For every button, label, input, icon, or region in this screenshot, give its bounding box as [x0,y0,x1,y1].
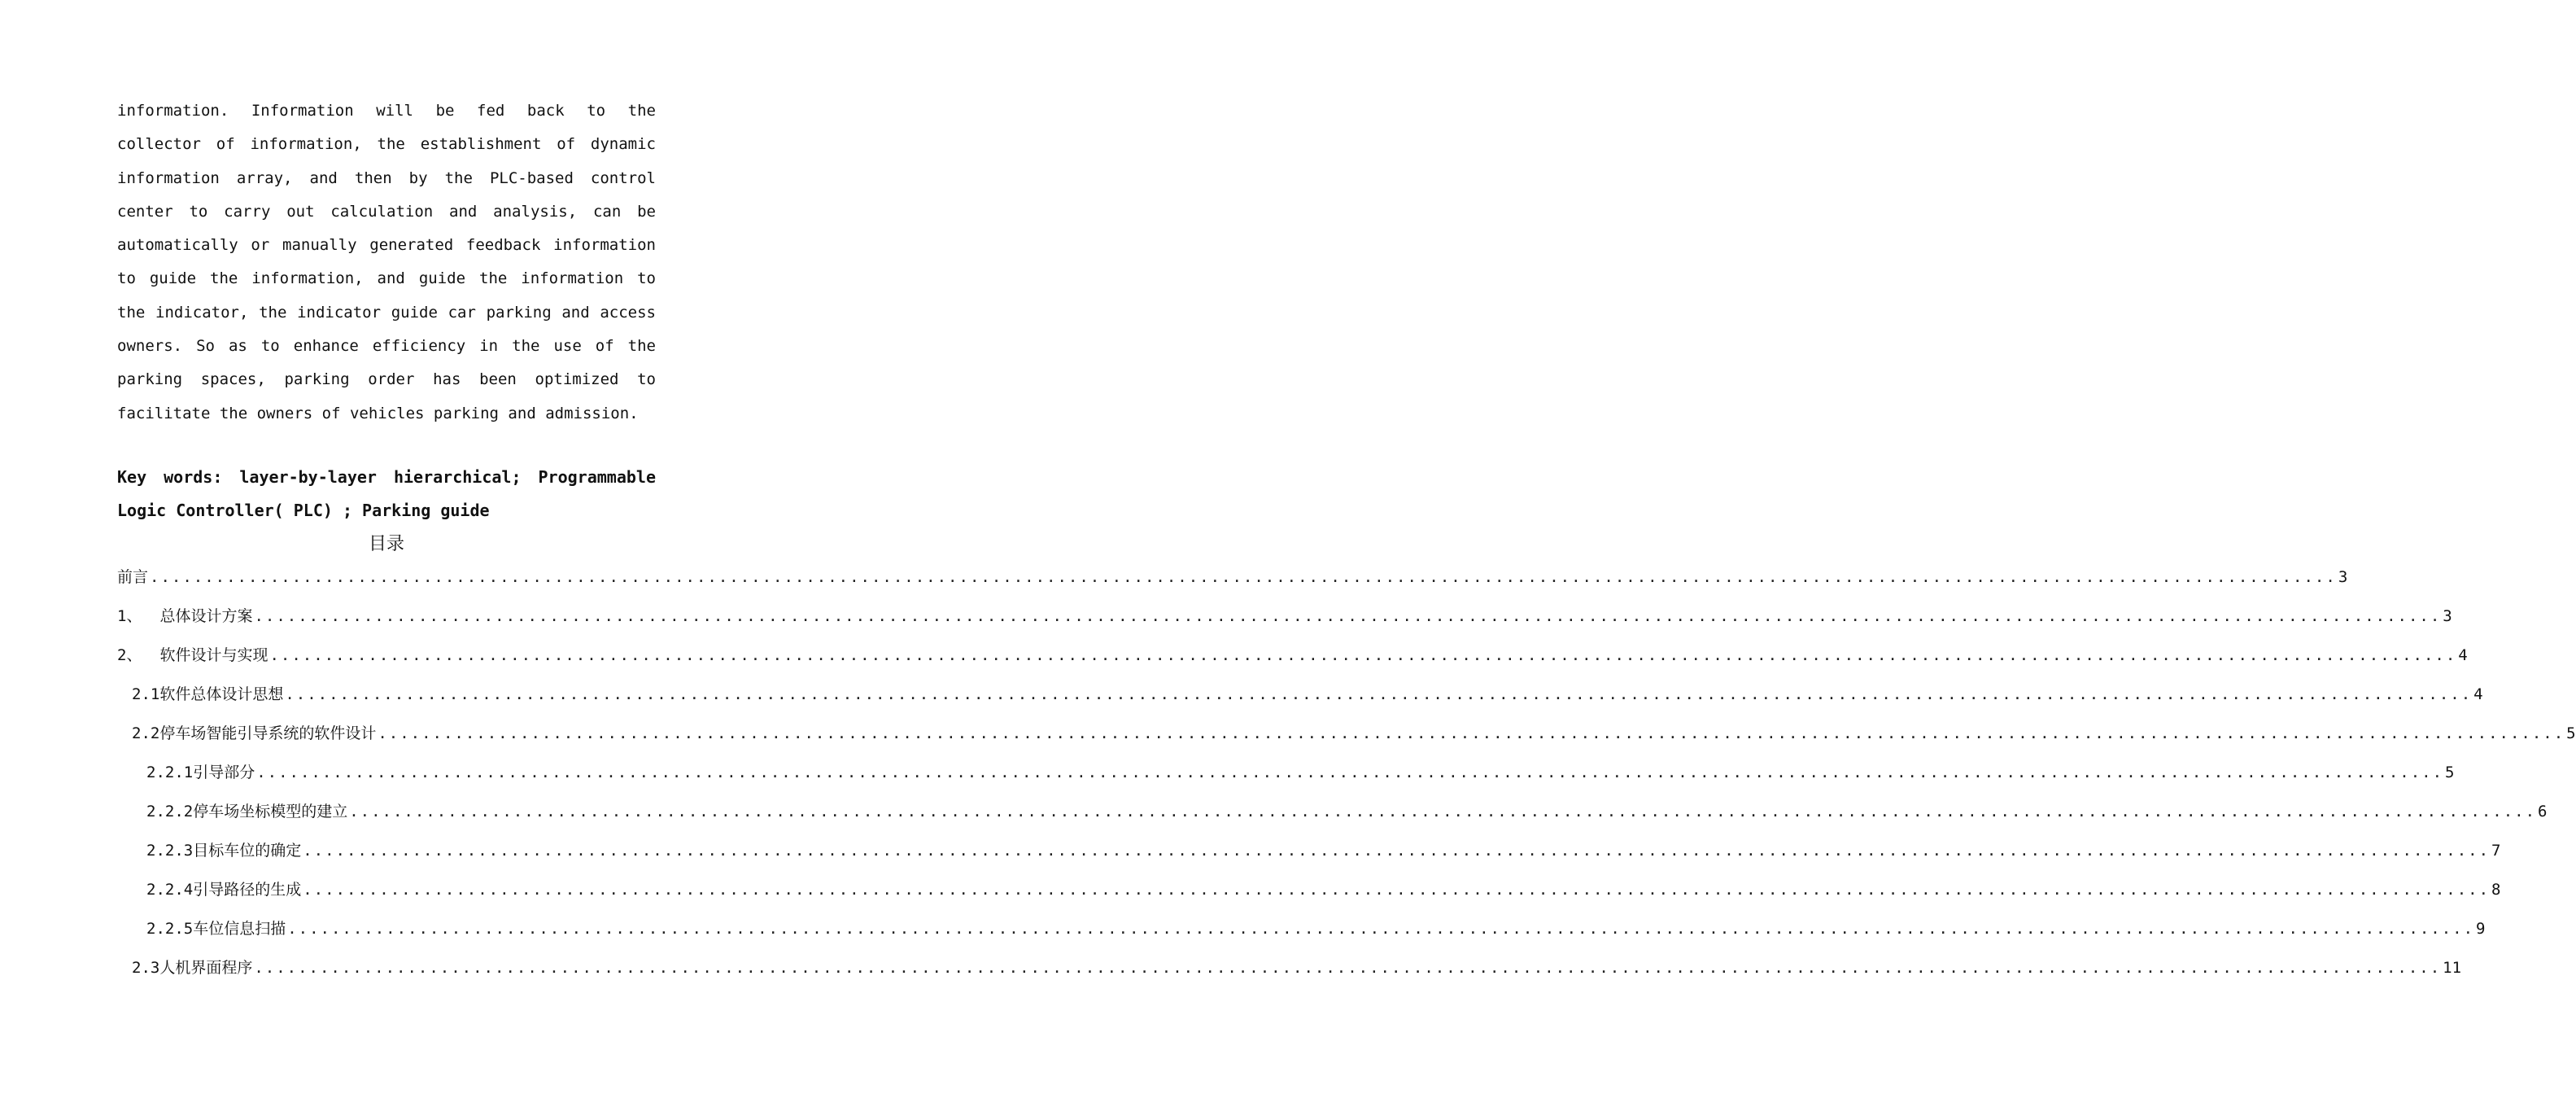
toc-title: 目录 [368,534,404,554]
abstract-line: the indicator, the indicator guide car parking and access [117,303,656,322]
toc-entry-page: 8 [2491,881,2501,899]
toc-leader-dots: ........................................................................................................................................................................................................ [349,803,2537,820]
toc-entry[interactable] [132,952,2462,984]
toc-entry[interactable] [146,756,2455,789]
toc-leader-dots: ........................................................................................................................................................................................................ [254,607,2442,625]
abstract-line: parking spaces, parking order has been optimized to [117,370,656,389]
toc-entry-title: 引导部分 [193,764,255,781]
toc-entry-page: 6 [2538,803,2548,820]
toc-entry[interactable] [117,600,2452,632]
toc-entry-number: 2.2.3 [146,842,194,860]
abstract-line: information. Information will be fed back to the [117,102,656,120]
toc-leader-dots: ........................................................................................................................................................................................................ [150,568,2337,586]
toc-entry-page: 5 [2445,764,2455,781]
abstract-line: owners. So as to enhance efficiency in the use of the [117,337,656,356]
toc-entry-number: 2.3 [132,959,160,977]
toc-leader-dots: ........................................................................................................................................................................................................ [303,881,2491,899]
toc-entry-label [132,717,376,750]
toc-leader-dots: ........................................................................................................................................................................................................ [269,646,2457,664]
toc-entry-number: 2.2.4 [146,881,194,899]
toc-entry-page: 4 [2458,646,2468,664]
toc-entry-title: 软件设计与实现 [159,646,269,664]
toc-entry[interactable] [132,678,2483,711]
keywords-block [117,461,656,527]
toc-entry-page: 5 [2566,724,2576,742]
toc-entry-label [146,756,255,789]
toc-entry-label [117,600,252,632]
toc-leader-dots: ........................................................................................................................................................................................................ [378,724,2565,742]
toc-entry-label [117,561,148,593]
toc-leader-dots: ........................................................................................................................................................................................................ [287,920,2475,938]
toc-entry[interactable] [146,873,2501,906]
toc-entry-title: 目标车位的确定 [193,842,302,860]
toc-entry-page: 11 [2443,959,2462,977]
toc-entry-label [146,834,301,867]
toc-entry[interactable] [117,561,2348,593]
abstract-line: facilitate the owners of vehicles parking and admission. [117,404,639,422]
toc-entry-page: 3 [2443,607,2452,625]
toc-entry-title: 人机界面程序 [159,959,253,977]
toc-entry-number: 1、 [117,607,142,625]
toc-entry[interactable] [117,639,2468,672]
toc-entry-label [146,795,347,828]
toc-entry[interactable] [132,717,2576,750]
toc-entry-label [132,952,252,984]
keywords-line-2: Logic Controller( PLC) ; Parking guide [117,501,490,520]
abstract-line: information array, and then by the PLC-based control [117,168,656,187]
toc-entry-number: 2.2.5 [146,920,194,938]
toc-entry-title: 软件总体设计思想 [159,685,284,703]
toc-entry-label [117,639,268,672]
toc-entry-title: 引导路径的生成 [193,881,302,899]
toc-entry-title: 停车场坐标模型的建立 [193,803,348,820]
toc-entry-page: 3 [2338,568,2348,586]
toc-entry-page: 4 [2473,685,2483,703]
toc-entry-page: 7 [2491,842,2501,860]
toc-entry-number: 2.2.2 [146,803,194,820]
abstract-paragraph [117,94,656,431]
toc-entry-number: 2.2 [132,724,160,742]
toc-entry[interactable] [146,834,2501,867]
abstract-line: to guide the information, and guide the information to [117,269,656,288]
toc-entry-page: 9 [2476,920,2486,938]
toc-entry-label [146,873,301,906]
toc-leader-dots: ........................................................................................................................................................................................................ [254,959,2442,977]
toc-entry[interactable] [146,912,2486,945]
toc-entry-title: 总体设计方案 [159,607,253,625]
toc-entry[interactable] [146,795,2548,828]
toc-leader-dots: ........................................................................................................................................................................................................ [303,842,2491,860]
abstract-line: center to carry out calculation and analysis, can be [117,202,656,221]
abstract-line: collector of information, the establishment of dynamic [117,135,656,154]
keywords-line-1: Key words: layer-by-layer hierarchical; Programmable [117,467,656,487]
toc-entry-label [146,912,286,945]
toc-entry-label [132,678,283,711]
abstract-line: automatically or manually generated feedback information [117,236,656,255]
toc-entry-title: 前言 [117,568,149,586]
toc-entry-title: 停车场智能引导系统的软件设计 [159,724,377,742]
toc-leader-dots: ........................................................................................................................................................................................................ [256,764,2444,781]
toc-entry-number: 2.1 [132,685,160,703]
toc-entry-title: 车位信息扫描 [193,920,286,938]
toc-entry-number: 2、 [117,646,142,664]
toc-entry-number: 2.2.1 [146,764,194,781]
toc-leader-dots: ........................................................................................................................................................................................................ [285,685,2473,703]
